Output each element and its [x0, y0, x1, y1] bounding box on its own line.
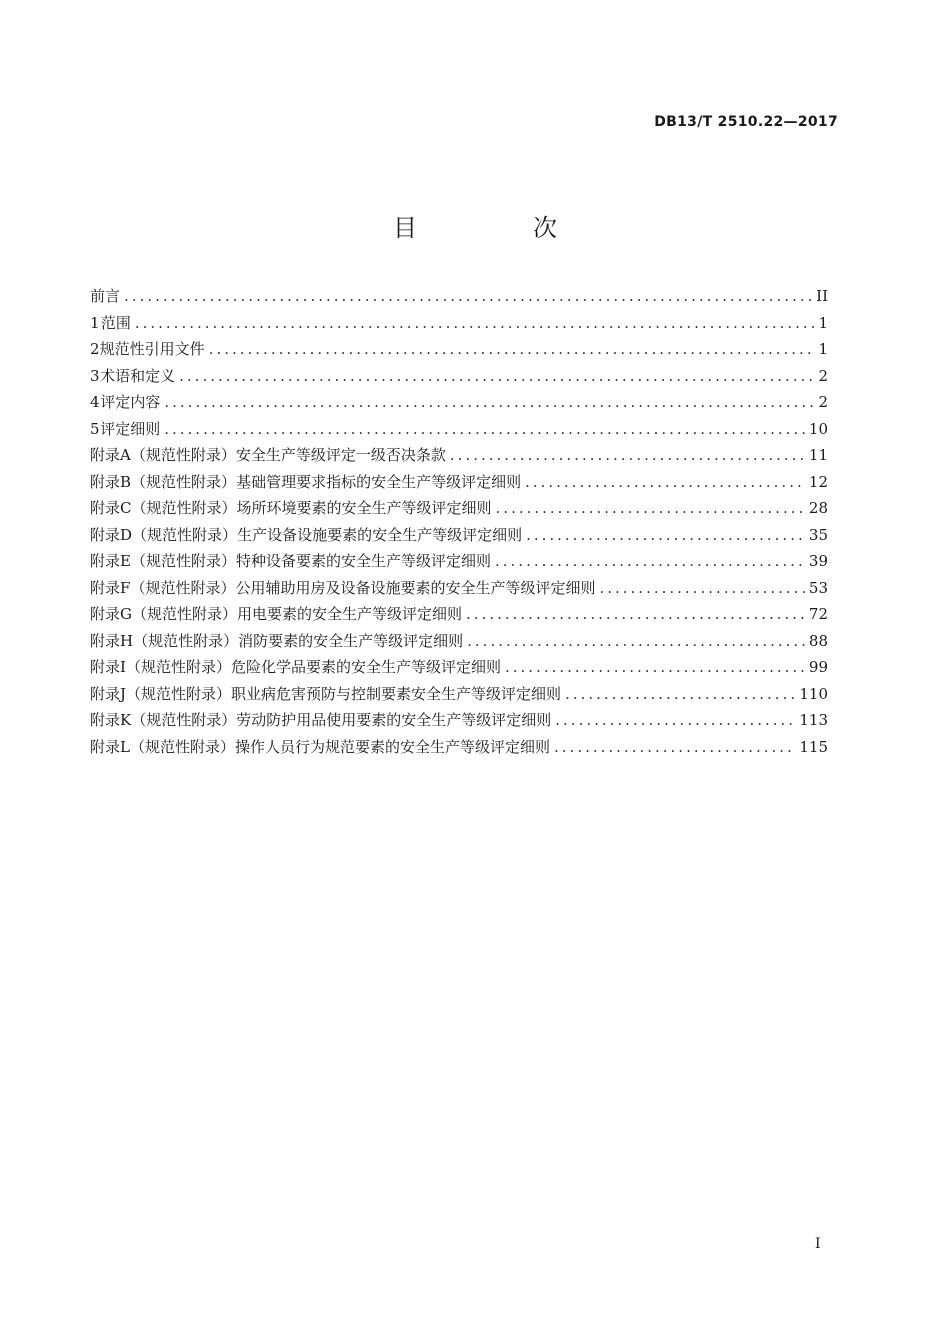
toc-leader-dots [124, 283, 812, 310]
toc-entry-number: 5 [90, 419, 100, 438]
toc-entry-annex-i[interactable] [90, 654, 828, 681]
toc-entry-label: 劳动防护用品使用要素的安全生产等级评定细则 [236, 711, 552, 729]
toc-entry-number: 1 [90, 313, 100, 332]
toc-entry-page: 99 [808, 658, 828, 676]
annex-letter: B [120, 472, 132, 491]
toc-entry-number: 2 [90, 340, 100, 358]
toc-entry-assessment-content[interactable] [90, 389, 828, 416]
annex-type: （规范性附录） [130, 446, 236, 464]
toc-title: 目 次 [393, 214, 603, 242]
toc-leader-dots [565, 681, 795, 708]
annex-prefix: 附录 [90, 605, 121, 623]
toc-entry-label: 评定内容 [100, 393, 161, 411]
annex-letter: G [120, 605, 132, 623]
toc-entry-annex-a[interactable] [90, 442, 828, 469]
toc-leader-dots [505, 654, 805, 681]
annex-prefix: 附录 [90, 684, 121, 703]
toc-leader-dots [526, 522, 805, 549]
toc-entry-normative-references[interactable] [90, 336, 828, 363]
table-of-contents [90, 283, 828, 760]
annex-type: （规范性附录） [132, 605, 238, 623]
annex-type: （规范性附录） [129, 737, 235, 756]
toc-entry-annex-b[interactable] [90, 469, 828, 496]
annex-prefix: 附录 [90, 737, 121, 756]
annex-letter: F [120, 578, 131, 597]
toc-entry-label: 场所环境要素的安全生产等级评定细则 [236, 499, 492, 517]
toc-entry-label: 前言 [90, 287, 121, 305]
annex-letter: C [120, 499, 132, 517]
toc-leader-dots [554, 734, 795, 761]
toc-leader-dots [209, 336, 815, 363]
toc-entry-label: 用电要素的安全生产等级评定细则 [237, 605, 463, 623]
toc-entry-foreword[interactable] [90, 283, 828, 310]
annex-type: （规范性附录） [131, 472, 237, 491]
annex-type: （规范性附录） [131, 499, 237, 517]
annex-prefix: 附录 [90, 711, 121, 729]
toc-leader-dots [555, 707, 795, 734]
document-code: DB13/T 2510.22—2017 [654, 114, 838, 130]
annex-type: （规范性附录） [125, 658, 231, 676]
toc-entry-page: 53 [808, 578, 828, 597]
toc-entry-assessment-rules[interactable] [90, 416, 828, 443]
toc-entry-label: 操作人员行为规范要素的安全生产等级评定细则 [235, 737, 551, 756]
toc-entry-page: 1 [818, 313, 828, 332]
toc-leader-dots [495, 548, 805, 575]
toc-entry-annex-h[interactable] [90, 628, 828, 655]
annex-letter: J [120, 684, 127, 703]
toc-entry-label: 职业病危害预防与控制要素安全生产等级评定细则 [231, 684, 562, 703]
toc-entry-label: 基础管理要求指标的安全生产等级评定细则 [236, 472, 522, 491]
toc-entry-page: 113 [799, 711, 828, 729]
toc-entry-label: 术语和定义 [100, 366, 176, 385]
toc-entry-annex-c[interactable] [90, 495, 828, 522]
toc-entry-label: 生产设备设施要素的安全生产等级评定细则 [237, 525, 523, 544]
toc-entry-terms-definitions[interactable] [90, 363, 828, 390]
annex-type: （规范性附录） [132, 525, 238, 544]
toc-entry-number: 4 [90, 393, 100, 411]
toc-leader-dots [467, 628, 805, 655]
annex-type: （规范性附录） [130, 578, 236, 597]
toc-entry-label: 评定细则 [100, 419, 161, 438]
toc-leader-dots [496, 495, 805, 522]
toc-entry-page: 39 [808, 552, 828, 570]
toc-entry-annex-g[interactable] [90, 601, 828, 628]
toc-entry-annex-e[interactable] [90, 548, 828, 575]
annex-prefix: 附录 [90, 446, 121, 464]
toc-entry-page: 115 [799, 737, 828, 756]
annex-type: （规范性附录） [133, 631, 239, 650]
toc-entry-label: 消防要素的安全生产等级评定细则 [238, 631, 464, 650]
toc-entry-page: 28 [808, 499, 828, 517]
annex-prefix: 附录 [90, 552, 121, 570]
toc-entry-label: 公用辅助用房及设备设施要素的安全生产等级评定细则 [235, 578, 596, 597]
annex-prefix: 附录 [90, 658, 121, 676]
annex-prefix: 附录 [90, 499, 121, 517]
toc-entry-annex-k[interactable] [90, 707, 828, 734]
annex-prefix: 附录 [90, 525, 121, 544]
toc-entry-page: II [816, 287, 828, 305]
page-number: I [815, 1236, 821, 1252]
toc-entry-annex-d[interactable] [90, 522, 828, 549]
toc-leader-dots [164, 416, 805, 443]
toc-leader-dots [450, 442, 805, 469]
annex-type: （规范性附录） [130, 552, 236, 570]
annex-prefix: 附录 [90, 472, 121, 491]
toc-entry-annex-j[interactable] [90, 681, 828, 708]
toc-entry-label: 规范性引用文件 [99, 340, 205, 358]
toc-leader-dots [164, 389, 814, 416]
toc-entry-page: 2 [818, 366, 828, 385]
toc-entry-page: 11 [808, 446, 828, 464]
toc-entry-page: 10 [808, 419, 828, 438]
annex-letter: A [120, 446, 131, 464]
annex-type: （规范性附录） [131, 711, 237, 729]
toc-entry-label: 范围 [100, 313, 131, 332]
annex-type: （规范性附录） [126, 684, 232, 703]
annex-letter: E [120, 552, 131, 570]
toc-entry-label: 特种设备要素的安全生产等级评定细则 [235, 552, 491, 570]
toc-entry-annex-f[interactable] [90, 575, 828, 602]
annex-letter: H [120, 631, 134, 650]
toc-leader-dots [466, 601, 805, 628]
toc-entry-page: 2 [818, 393, 828, 411]
toc-leader-dots [525, 469, 805, 496]
annex-letter: D [120, 525, 133, 544]
toc-leader-dots [135, 310, 815, 337]
toc-entry-page: 72 [808, 605, 828, 623]
annex-letter: I [120, 658, 126, 676]
toc-leader-dots [179, 363, 814, 390]
toc-entry-page: 1 [818, 340, 828, 358]
toc-entry-label: 危险化学品要素的安全生产等级评定细则 [230, 658, 501, 676]
annex-letter: L [120, 737, 130, 756]
toc-entry-number: 3 [90, 366, 100, 385]
toc-entry-page: 88 [808, 631, 828, 650]
toc-entry-page: 35 [808, 525, 828, 544]
toc-entry-annex-l[interactable] [90, 734, 828, 761]
annex-prefix: 附录 [90, 578, 121, 597]
toc-entry-scope[interactable] [90, 310, 828, 337]
toc-leader-dots [599, 575, 804, 602]
annex-letter: K [120, 711, 132, 729]
toc-entry-label: 安全生产等级评定一级否决条款 [235, 446, 446, 464]
toc-entry-page: 12 [808, 472, 828, 491]
toc-entry-page: 110 [799, 684, 828, 703]
annex-prefix: 附录 [90, 631, 121, 650]
